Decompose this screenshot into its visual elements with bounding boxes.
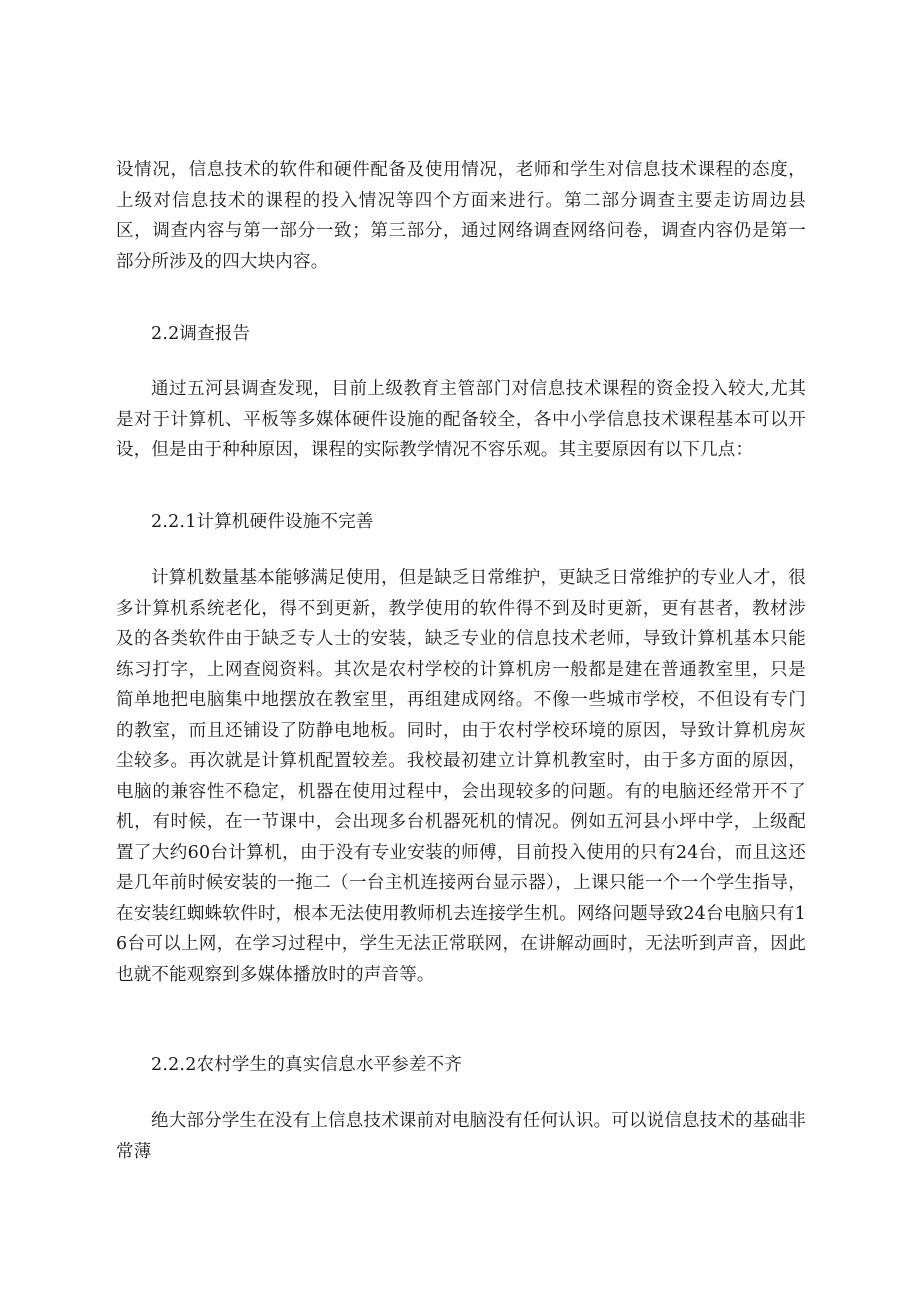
paragraph-survey-findings: 通过五河县调查发现，目前上级教育主管部门对信息技术课程的资金投入较大,尤其是对于计算机、平板等多媒体硬件设施的配备较全，各中小学信息技术课程基本可以开设，但是由于种种原因，课程的实际教学情况不容乐观。其主要原因有以下几点： — [116, 379, 806, 460]
section-heading-2-2: 2.2调查报告 — [151, 324, 251, 344]
paragraph-hardware-issues: 计算机数量基本能够满足使用，但是缺乏日常维护，更缺乏日常维护的专业人才，很多计算机系统老化，得不到更新，教学使用的软件得不到及时更新，更有甚者，教材涉及的各类软件由于缺乏专人士的安装，缺乏专业的信息技术老师，导致计算机基本只能练习打字，上网查阅资料。其次是农村学校的计算机房一般都是建在普通教室里，只是简单地把电脑集中地摆放在教室里，再组建成网络。不像一些城市学校，不但设有专门的教室，而且还铺设了防静电地板。同时，由于农村学校环境的原因，导致计算机房灰尘较多。再次就是计算机配置较差。我校最初建立计算机教室时，由于多方面的原因，电脑的兼容性不稳定，机器在使用过程中，会出现较多的问题。有的电脑还经常开不了机，有时候，在一节课中，会出现多台机器死机的情况。例如五河县小坪中学，上级配置了大约60台计算机，由于没有专业安装的师傅，目前投入使用的只有24台，而且这还是几年前时候安装的一拖二（一台主机连接两台显示器），上课只能一个一个学生指导，在安装红蜘蛛软件时，根本无法使用教师机去连接学生机。网络问题导致24台电脑只有16台可以上网，在学习过程中，学生无法正常联网，在讲解动画时，无法听到声音，因此也就不能观察到多媒体播放时的声音等。 — [116, 568, 806, 985]
paragraph-student-level: 绝大部分学生在没有上信息技术课前对电脑没有任何认识。可以说信息技术的基础非常薄 — [116, 1111, 806, 1162]
section-heading-2-2-2: 2.2.2农村学生的真实信息水平参差不齐 — [151, 1055, 463, 1075]
paragraph-survey-method: 设情况，信息技术的软件和硬件配备及使用情况，老师和学生对信息技术课程的态度，上级对信息技术的课程的投入情况等四个方面来进行。第二部分调查主要走访周边县区，调查内容与第一部分一致；第三部分，通过网络调查网络问卷，调查内容仍是第一部分所涉及的四大块内容。 — [116, 160, 806, 272]
section-heading-2-2-1: 2.2.1计算机硬件设施不完善 — [151, 512, 374, 532]
